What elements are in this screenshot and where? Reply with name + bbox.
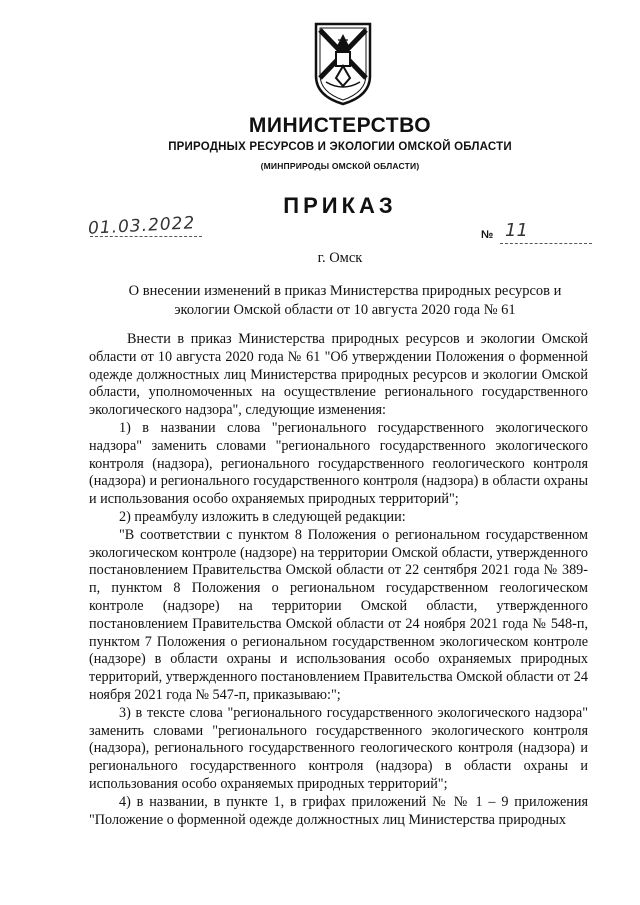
date-underline bbox=[90, 236, 202, 237]
body-paragraph: 4) в названии, в пункте 1, в грифах приложений № № 1 – 9 приложения "Положение о форменной одежде должностных лиц Министерства природных bbox=[89, 793, 588, 828]
body-paragraph: 3) в тексте слова "регионального государственного экологического надзора" заменить словами "регионального государственного экологического контроля (надзора), регионального государственного геологического контроля (надзора) и регионального государственного контроля (надзора) в области охраны и использования особо охраняемых природных территорий"; bbox=[89, 704, 588, 792]
document-body bbox=[89, 331, 588, 829]
order-date: 01.03.2022 bbox=[87, 213, 196, 239]
order-title: ПРИКАЗ bbox=[283, 193, 397, 218]
omsk-region-coat-of-arms-icon bbox=[312, 20, 374, 106]
ministry-title: МИНИСТЕРСТВО bbox=[248, 114, 432, 137]
ministry-short-name: (МИНПРИРОДЫ ОМСКОЙ ОБЛАСТИ) bbox=[260, 161, 420, 171]
ministry-subtitle: ПРИРОДНЫХ РЕСУРСОВ И ЭКОЛОГИИ ОМСКОЙ ОБЛАСТИ bbox=[168, 141, 512, 153]
number-underline bbox=[500, 243, 592, 244]
order-number-label: № bbox=[481, 229, 494, 241]
body-paragraph: "В соответствии с пунктом 8 Положения о региональном государственном экологическом контроле (надзоре) на территории Омской области, утвержденного постановлением Правительства Омской области от 22 сентября 2021 года № 389-п, пунктом 8 Положения о региональном государственном геологическом контроле (надзоре) на территории Омской области, утвержденного постановлением Правительства Омской области от 24 ноября 2021 года № 548-п, пунктом 7 Положения о региональном государственном экологическом контроле (надзоре) в области охраны и использования особо охраняемых природных территорий, утвержденного постановлением Правительства Омской области от 24 ноября 2021 года № 547-п, приказываю:"; bbox=[89, 526, 588, 703]
body-paragraph: Внести в приказ Министерства природных ресурсов и экологии Омской области от 10 августа 2020 года № 61 "Об утверждении Положения о форменной одежде должностных лиц Министерства природных ресурсов и экологии Омской области, уполномоченных на осуществление регионального государственного экологического надзора", следующие изменения: bbox=[89, 331, 588, 419]
document-subject: О внесении изменений в приказ Министерства природных ресурсов и экологии Омской области от 10 августа 2020 года № 61 bbox=[128, 283, 562, 318]
body-paragraph: 2) преамбулу изложить в следующей редакции: bbox=[119, 508, 406, 525]
order-number: 11 bbox=[505, 220, 528, 241]
body-paragraph: 1) в названии слова "регионального государственного экологического надзора" заменить словами "регионального государственного экологического контроля (надзора), регионального государственного геологического контроля (надзора) и регионального государственного контроля (надзора) в области охраны и использования особо охраняемых природных территорий"; bbox=[89, 419, 588, 508]
city: г. Омск bbox=[317, 250, 363, 266]
